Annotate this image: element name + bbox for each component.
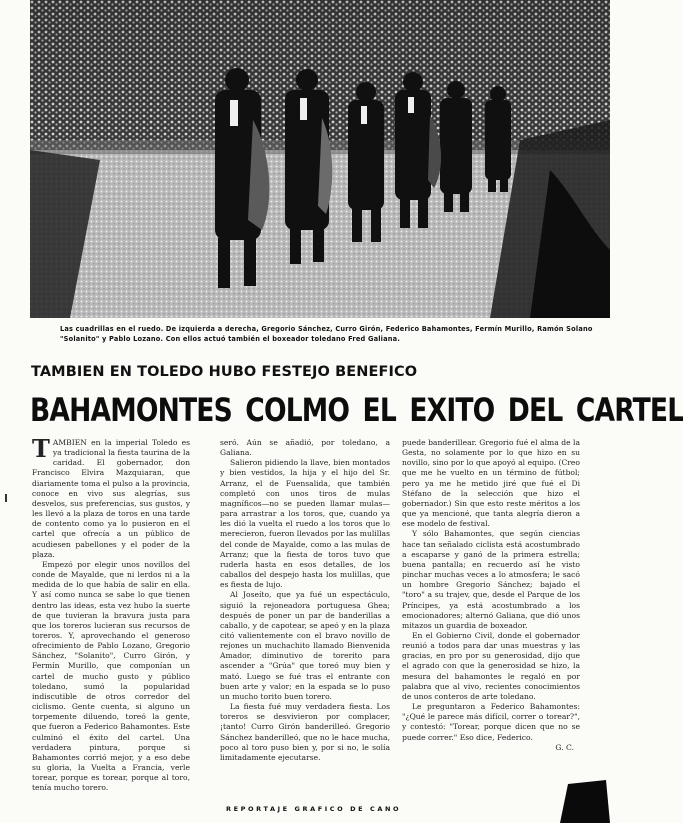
kicker-headline: TAMBIEN EN TOLEDO HUBO FESTEJO BENEFICO bbox=[31, 364, 418, 380]
paragraph: seró. Aún se añadió, por toledano, a Galiana. bbox=[220, 438, 390, 458]
photo-credit: REPORTAJE GRAFICO DE CANO bbox=[226, 805, 402, 813]
bullring-photo bbox=[30, 0, 610, 318]
paragraph: AMBIEN en la imperial Toledo es ya tradicional la fiesta taurina de la caridad. El gobernador, don Francisco Elvira Mazquiaran, que diariamente toma el pulso a la provincia, conoce en vivo sus alegrías, sus desvelos, sus preferencias, sus gustos, y les llevó a la plaza de toros en una tarde de contento como ya lo pusieron en el cartel que ofrecía a un público de acudiesen pabellones y el poder de la plaza. bbox=[32, 438, 191, 559]
author-initials: G. C. bbox=[555, 742, 574, 752]
article-column-2 bbox=[220, 438, 390, 790]
paragraph: Le preguntaron a Federico Bahamontes: "¿Qué le parece más difícil, correr o torear?", y contestó: "Torear, porque dicen que no se puede correr." Eso dice, Federico. bbox=[402, 702, 580, 742]
paragraph: Y sólo Bahamontes, que según ciencias hace tan señalado ciclista está acostumbrado a escaparse y ganó de la primera estrella; buena pantalla; en recuerdo así he visto pinchar muchas veces a lo atmosfera; le sacó un hombre Gregorio Sánchez; bajado el "toro" a su trajev, que, desde el Parque de los Príncipes, ya está acostumbrado a los emocionadores; alternó Galiana, que dió unos mitazos un guardia de boxeador. bbox=[402, 529, 580, 630]
main-headline: BAHAMONTES COLMO EL EXITO DEL CARTEL bbox=[30, 391, 683, 429]
paragraph: En el Gobierno Civil, donde el gobernador reunió a todos para dar unas muestras y las gracias, en pro por su generosidad, dijo que el agrado con que la generosidad se hizo, la mesura del bahamontes le regaló en por palabra que al vivo, recientes conocimientos de unos conteros de arte toledano. bbox=[402, 630, 580, 701]
article-column-3 bbox=[402, 438, 580, 790]
photo-caption: Las cuadrillas en el ruedo. De izquierda a derecha, Gregorio Sánchez, Curro Girón, Federico Bahamontes, Fermín Murillo, Ramón Solano "Solanito" y Pablo Lozano. Con ellos actuó también el boxeador toledano Fred Galiana. bbox=[60, 325, 593, 343]
article-column-1 bbox=[32, 434, 191, 813]
paragraph: Salieron pidiendo la llave, bien montados y bien vestidos, la hija y el hijo del Sr. Arranz, el de Fuensalida, que también completó con unos tiros de mulas magníficos—no se pueden llamar mulas—para arrastrar a los toros, que, cuando ya les dió la vuelta el ruedo a los toros que lo merecieron, fueron llevados por las mulillas del conde de Mayalde, como a las mulas de Arranz; que la fiesta de toros tuvo que ruderla hasta en esos detalles, de los caballos del despejo hasta los mulillas, que es fiesta de lujo. bbox=[220, 458, 390, 590]
margin-mark bbox=[4, 494, 8, 502]
paragraph: La fiesta fué muy verdadera fiesta. Los toreros se desvivieron por complacer, ¡tanto! Curro Girón banderilleó. Gregorio Sánchez banderilleó, que no le hace mucha, poco al toro puso bien y, por si no, le solía limitadamente ejecutarse. bbox=[220, 702, 390, 762]
paragraph: Empezó por elegir unos novillos del conde de Mayalde, que ni lerdos ni a la medida de lo que había de salir en ella. Y así como nunca se sabe lo que tienen dentro las ideas, esta vez hubo la suerte de que tuvieran la bravura justa para que los toreros lucieran sus recursos de toreros. Y, aprovechando el generoso ofrecimiento de Pablo Lozano, Gregorio Sánchez, "Solanito", Curro Girón, y Fermín Murillo, que componían un cartel de mucho gusto y público toledano, sumó la popularidad indiscutible de otros corredor del ciclismo. Gente cuenta, si alguno un torpemente diluendo, toreó la gente, que fueron a Federico Bahamontes. Este culminó el éxito del cartel. Una verdadera pintura, porque si Bahamontes corrió mejor, y a eso debe su gloria, la Vuelta a Francia, verle torear, porque es torear, porque al toro, tenía mucho torero. bbox=[32, 559, 190, 793]
drop-cap: T bbox=[32, 434, 50, 463]
paragraph: Al Joseíto, que ya fué un espectáculo, siguió la rejoneadora portuguesa Ghea; después de poner un par de banderillas a caballo, y de capotear, se apeó y en la plaza citó valientemente con el bravo novillo de rejones un muchachito llamado Bienvenida Amador, diminutivo de torerito para ascender a "Grúa" que toreó muy bien y mató. Luego se fué tras el entrante con buen arte y valor; en la espada se lo puso un mucho torito buen torero. bbox=[220, 590, 390, 701]
paragraph: puede banderillear. Gregorio fué el alma de la Gesta, no solamente por lo que hizo en su novillo, sino por lo que apoyó al equipo. (Creo que me he vuelto en un término de fútbol; pero ya me he metido jiré que fué el Di Stéfano de la selección que hizo el gobernador.) Sin que esto reste méritos a los que ya mencioné, que tanta alegría dieron a ese modelo de festival. bbox=[402, 438, 580, 529]
page-corner-mark bbox=[560, 780, 610, 823]
